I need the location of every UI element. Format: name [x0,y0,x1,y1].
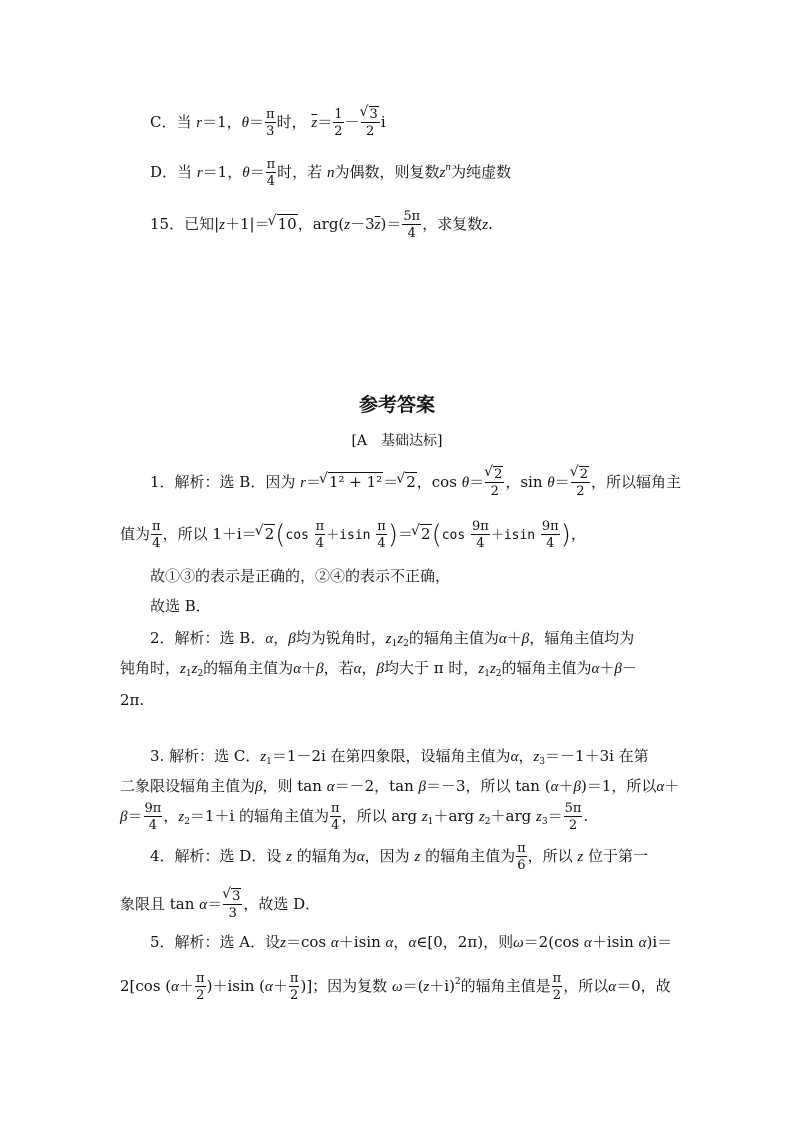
fraction: √ $\frac{3}{3}$ [223,890,242,920]
fraction: $\frac{\pi}{4}$ [331,801,340,833]
fraction: $\frac{\pi}{6}$ [517,841,526,873]
question-15: 15．已知|z＋1|＝ √ 10，$arg(z-3\overline{z})=$ $\frac{5\pi}{4}$ ，求复数z. [150,210,493,240]
fraction: $\frac{1}{2}$ [334,107,343,139]
section-label: [A 基础达标] [351,433,443,449]
answer-3-line-1: 3. 解析：选 C．$z_1=1-2i$ 在第四象限，设辐角主值为α，$z_3=-1+3i$ 在第 [150,747,649,767]
fraction: $\frac{9\pi}{4}$ [471,519,489,551]
fraction: $\frac{\pi}{4}$ [377,519,386,551]
answer-2-line-2: 钝角时，$z_1z_2$的辐角主值为α＋β，若α，β均大于 π 时，$z_1z_2$的辐角主值为α＋β－ [120,659,637,679]
option-d: D．当 r＝1，θ＝ $\frac{\pi}{4}$ 时，若 n为偶数，则复数$z^n$为纯虚数 [150,157,512,189]
option-c: C．当 r＝1，θ＝ $\frac{\pi}{3}$ 时， $\overline{z}=$ $\frac{1}{2}$ － √ $\frac{3}{2}$ i [150,108,386,138]
fraction: $\frac{\pi}{4}$ [266,157,276,189]
answer-4-line-1: 4．解析：选 D．设 z 的辐角为α，因为 z 的辐角主值为 $\frac{\pi}{6}$ ，所以 z 位于第一 [150,841,649,873]
answer-5-line-1: 5．解析：选 A．设z＝cos α＋isin α，α∈[0，2π)，则ω＝2(cos α＋isin α)i＝ [150,933,673,951]
answer-1-line-1: 1．解析：选 B．因为 r＝ √ 1² + 1²＝ √ 2，cos θ＝ √ $\frac{2}{2}$ ，sin θ＝ √ $\frac{2}{2}$ ，所以辐角主 [150,468,681,498]
answer-2-line-3: 2π. [120,691,145,709]
fraction: √ $\frac{3}{2}$ [361,108,380,138]
answer-3-line-2: 二象限设辐角主值为β，则 tan α＝－2，tan β＝－3，所以 tan (α＋β)＝1，所以α＋ [120,777,680,795]
answer-1-line-4: 故选 B． [150,597,211,615]
fraction: $\frac{\pi}{2}$ [552,971,562,1003]
answer-3-line-3: β＝ $\frac{9\pi}{4}$ ，$z_2=1+i$ 的辐角主值为 $\frac{\pi}{4}$ ，所以 arg $z_1+arg$ $z_2+arg$ $z_3=$ $\frac{5\pi}{2}$ . [120,801,589,833]
fraction: √ $\frac{2}{2}$ [485,468,504,498]
fraction: $\frac{9\pi}{4}$ [541,519,559,551]
fraction: $\frac{\pi}{3}$ [266,107,275,139]
answer-title: 参考答案 [358,394,435,416]
fraction: $\frac{9\pi}{4}$ [144,801,162,833]
answer-1-line-3: 故①③的表示是正确的，②④的表示不正确， [150,567,451,585]
answer-2-line-1: 2．解析：选 B．α，β均为锐角时，$z_1z_2$的辐角主值为α＋β，辐角主值均为 [150,629,635,649]
fraction: $\frac{5\pi}{2}$ [564,801,582,833]
answer-4-line-2: 象限且 tan α＝ √ $\frac{3}{3}$ ，故选 D． [120,890,320,920]
fraction: $\frac{\pi}{4}$ [152,519,161,551]
fraction: $\frac{\pi}{4}$ [315,519,325,551]
answer-1-line-2: 值为 $\frac{\pi}{4}$ ，所以 1＋i＝ √ 2(cos $\frac{\pi}{4}$ ＋isin $\frac{\pi}{4}$ )＝ √ 2(cos $\frac{9\pi}{4}$ ＋isin $\frac{9\pi}{4}$ )， [120,520,586,550]
fraction: √ $\frac{2}{2}$ [571,468,590,498]
answer-5-line-2: 2[cos (α＋ $\frac{\pi}{2}$ )＋isin (α＋ $\frac{\pi}{2}$ )]；因为复数 $\omega=(z+i)^2$的辐角主值是 $\frac{\pi}{2}$ ，所以α＝0，故 [120,971,671,1003]
fraction: $\frac{\pi}{2}$ [289,971,299,1003]
fraction: $\frac{5\pi}{4}$ [403,209,421,241]
fraction: $\frac{\pi}{2}$ [196,971,205,1003]
